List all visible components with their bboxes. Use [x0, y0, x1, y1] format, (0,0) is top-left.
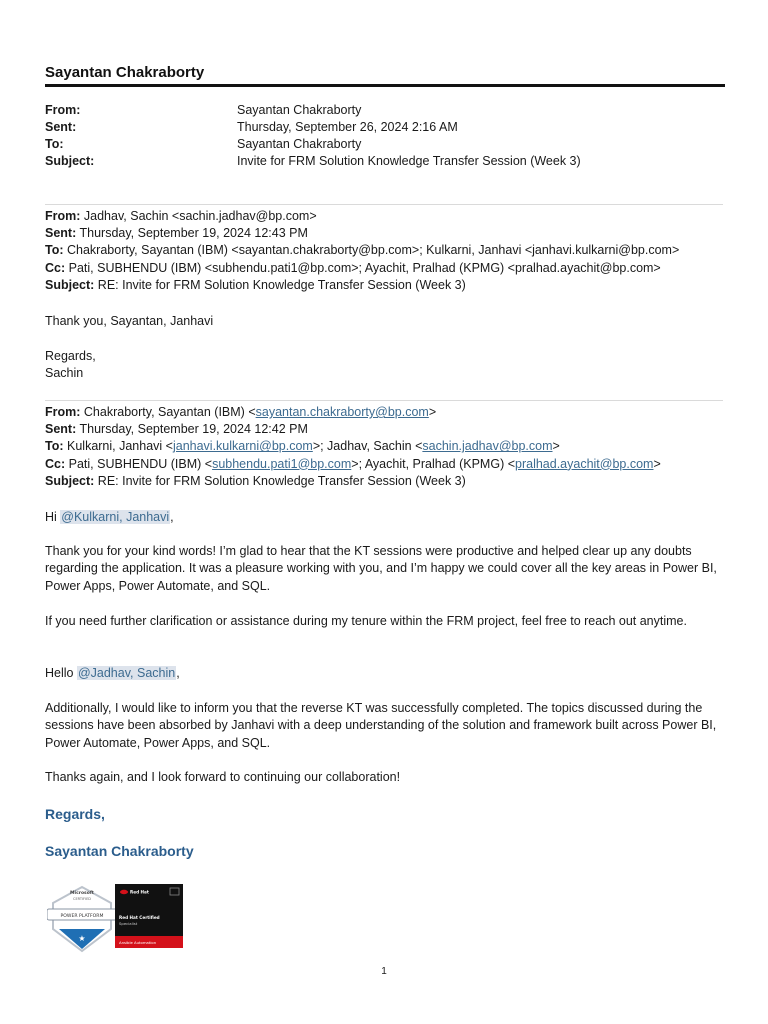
msg2-cc-email1-link[interactable]: subhendu.pati1@bp.com	[212, 456, 352, 471]
document-title: Sayantan Chakraborty	[45, 64, 205, 81]
to-value: Sayantan Chakraborty	[237, 137, 362, 151]
rh-brand-text: Red Hat	[130, 889, 149, 895]
msg1-from-label: From:	[45, 209, 81, 223]
msg1-to: Chakraborty, Sayantan (IBM) <sayantan.chakraborty@bp.com>; Kulkarni, Janhavi <janhavi.kulkarni@bp.com>	[67, 243, 680, 258]
page-number: 1	[381, 966, 387, 977]
comma-1: ,	[170, 510, 174, 524]
msg1-body-line: Thank you, Sayantan, Janhavi	[45, 314, 214, 328]
to-label: To:	[45, 137, 64, 151]
msg2-header	[45, 404, 725, 490]
msg2-from-name: Chakraborty, Sayantan (IBM) <	[83, 405, 256, 419]
outer-header	[45, 102, 725, 170]
from-value: Sayantan Chakraborty	[237, 103, 362, 117]
subject-label: Subject:	[45, 154, 95, 168]
msg2-from-end: >	[428, 405, 437, 419]
certification-badges	[47, 883, 187, 953]
msg1-signoff-name: Sachin	[45, 366, 84, 380]
msg2-from-email-link[interactable]: sayantan.chakraborty@bp.com	[255, 405, 429, 419]
sent-label: Sent:	[45, 120, 77, 134]
header-from-row	[45, 102, 725, 119]
msg2-to-mid: >; Jadhav, Sachin <	[312, 439, 423, 454]
hi-text: Hi	[45, 510, 61, 524]
msg1-subject: RE: Invite for FRM Solution Knowledge Transfer Session (Week 3)	[97, 277, 466, 292]
msg1-cc-label: Cc:	[45, 260, 66, 275]
microsoft-power-platform-badge	[47, 887, 117, 951]
badges-graphic	[47, 883, 187, 953]
star-icon: ★	[78, 934, 86, 943]
msg2-cc-label: Cc:	[45, 456, 66, 471]
divider-2	[45, 400, 723, 401]
greeting-line-2	[45, 665, 725, 682]
msg1-subject-label: Subject:	[45, 277, 95, 292]
header-subject-row	[45, 153, 725, 170]
msg2-to-email1-link[interactable]: janhavi.kulkarni@bp.com	[172, 439, 313, 454]
rh-cert2-text: Specialist	[119, 921, 138, 926]
msg1-to-label: To:	[45, 243, 64, 258]
redhat-logo-icon	[120, 890, 128, 894]
redhat-ansible-badge	[115, 884, 183, 948]
msg2-to-label: To:	[45, 439, 64, 454]
msg2-cc-email2-link[interactable]: pralhad.ayachit@bp.com	[515, 456, 654, 471]
msg2-subject-label: Subject:	[45, 473, 95, 488]
hello-text: Hello	[45, 666, 77, 680]
divider-1	[45, 204, 723, 205]
ms-sub-text: CERTIFIED	[73, 897, 91, 901]
msg1-cc: Pati, SUBHENDU (IBM) <subhendu.pati1@bp.com>; Ayachit, Pralhad (KPMG) <pralhad.ayachit@bp.com>	[68, 260, 661, 275]
msg2-sent: Thursday, September 19, 2024 12:42 PM	[79, 422, 308, 437]
msg2-to-name1: Kulkarni, Janhavi <	[67, 439, 173, 454]
signature-regards: Regards,	[45, 806, 105, 822]
body-paragraph-4: Thanks again, and I look forward to continuing our collaboration!	[45, 770, 401, 784]
comma-2: ,	[176, 666, 180, 680]
greeting-line-1	[45, 509, 725, 526]
msg1-regards: Regards,	[45, 349, 96, 363]
msg2-to-end: >	[552, 439, 560, 454]
ms-label-text: POWER PLATFORM	[60, 914, 104, 919]
msg1-from: Jadhav, Sachin <sachin.jadhav@bp.com>	[83, 209, 317, 223]
msg2-cc-name1: Pati, SUBHENDU (IBM) <	[68, 456, 213, 471]
from-label: From:	[45, 103, 81, 117]
msg2-from-label: From:	[45, 405, 81, 419]
body-paragraph-2: If you need further clarification or assistance during my tenure within the FRM project, feel free to reach out anytime.	[45, 614, 687, 628]
msg2-sent-label: Sent:	[45, 422, 77, 437]
msg1-sent: Thursday, September 19, 2024 12:43 PM	[79, 226, 308, 241]
msg1-sent-label: Sent:	[45, 226, 77, 241]
header-to-row	[45, 136, 725, 153]
msg2-cc-end: >	[653, 456, 661, 471]
body-paragraph-1: Thank you for your kind words! I’m glad to hear that the KT sessions were productive and helped clear up any doubts regarding the application. It was a pleasure working with you, and I’m happy we could cover all the key areas in Power BI, Power Apps, Power Automate, and SQL.	[45, 544, 717, 593]
header-sent-row	[45, 119, 725, 136]
ms-top-text: Microsoft	[70, 891, 94, 896]
msg1-header	[45, 208, 725, 294]
body-paragraph-3: Additionally, I would like to inform you that the reverse KT was successfully completed. The topics discussed during the sessions have been absorbed by Janhavi with a deep understanding of the solution and framework built across Power BI, Power Automate, Power Apps, and SQL.	[45, 701, 717, 750]
msg2-to-email2-link[interactable]: sachin.jadhav@bp.com	[422, 439, 553, 454]
msg2-subject: RE: Invite for FRM Solution Knowledge Transfer Session (Week 3)	[97, 473, 466, 488]
rh-cert1-text: Red Hat Certified	[119, 915, 160, 920]
rh-track-text: Ansible Automation	[119, 940, 157, 945]
msg2-cc-mid: >; Ayachit, Pralhad (KPMG) <	[351, 456, 515, 471]
signature-name: Sayantan Chakraborty	[45, 843, 194, 859]
subject-value: Invite for FRM Solution Knowledge Transfer Session (Week 3)	[237, 154, 581, 168]
title-rule	[45, 84, 725, 87]
mention-janhavi[interactable]: @Kulkarni, Janhavi	[61, 510, 170, 524]
sent-value: Thursday, September 26, 2024 2:16 AM	[237, 120, 458, 134]
mention-sachin[interactable]: @Jadhav, Sachin	[77, 666, 176, 680]
